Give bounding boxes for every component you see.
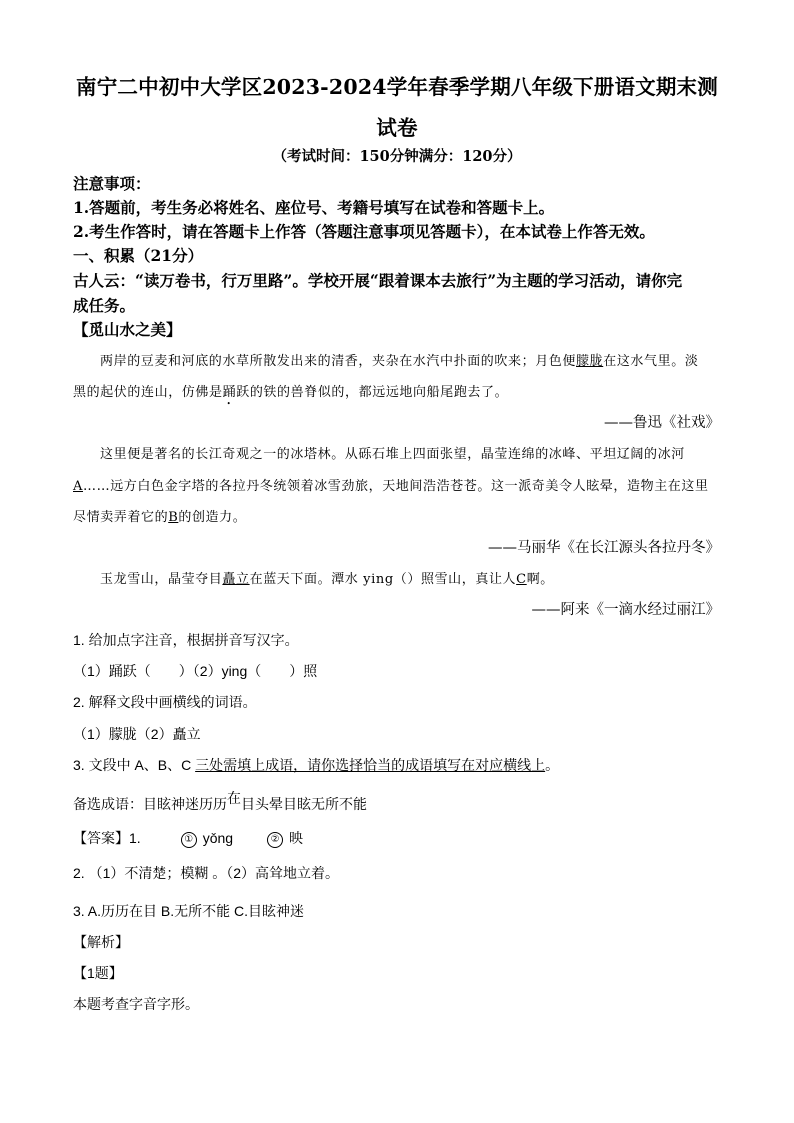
passage1-text: 两岸的豆麦和河底的水草所散发出来的清香，夹杂在水汽中扑面的吹来；月色便 <box>100 354 577 369</box>
section-intro-line2: 成任务。 <box>73 296 136 315</box>
passage3-text: 玉龙雪山，晶莹夺目 <box>100 572 223 587</box>
question-2-items: （1）朦胧（2）矗立 <box>73 726 201 742</box>
passage1-line2 <box>73 381 508 408</box>
notice-item-2: 2.考生作答时，请在答题卡上作答（答题注意事项见答题卡），在本试卷上作答无效。 <box>73 222 655 241</box>
circled-number-1: ① <box>181 832 197 848</box>
question-1-items: （1）踊跃（ ）（2）ying（ ）照 <box>73 663 318 679</box>
passage2-source: ——马丽华《在长江源头各拉丹冬》 <box>488 540 720 556</box>
underlined-word-menglong: 朦胧 <box>576 354 604 369</box>
question-3-text: 3. 文段中 A、B、C <box>73 757 196 773</box>
question-3-text: 。 <box>545 757 560 773</box>
passage2-text: 尽情卖弄着它的 <box>73 510 169 525</box>
answer-2: 2. （1）不清楚；模糊 。（2）高耸地立着。 <box>73 865 340 881</box>
passage1-text: 在这水气里。淡 <box>603 354 699 369</box>
notice-heading: 注意事项： <box>73 174 151 193</box>
answer-3: 3. A.历历在目 B.无所不能 C.目眩神迷 <box>73 903 305 919</box>
blank-b: B <box>168 510 179 525</box>
section-intro-line1: 古人云：“读万卷书，行万里路”。学校开展“跟着课本去旅行”为主题的学习活动，请你完 <box>73 271 683 290</box>
passage3-source: ——阿来《一滴水经过丽江》 <box>531 602 720 618</box>
idiom-options-text: 目头晕目眩无所不能 <box>241 796 367 812</box>
analysis-label: 【解析】 <box>73 934 129 950</box>
circled-number-2: ② <box>267 832 283 848</box>
answer-pinyin: yǒng <box>202 830 234 846</box>
idiom-options-superscript: 在 <box>227 790 241 806</box>
notice-item-1: 1.答题前，考生务必将姓名、座位号、考籍号填写在试卷和答题卡上。 <box>73 198 555 217</box>
passage2-text: ……远方白色金字塔的各拉丹冬统领着冰雪劲旅，天地间浩浩苍苍。这一派奇美令人眩晕，造物主在这里 <box>83 479 709 494</box>
question-1: 1. 给加点字注音，根据拼音写汉字。 <box>73 632 299 648</box>
analysis-question-label: 【1题】 <box>73 965 123 981</box>
idiom-options <box>73 790 367 814</box>
idiom-options-text: 备选成语：目眩神迷历历 <box>73 796 227 812</box>
question-2: 2. 解释文段中画横线的词语。 <box>73 694 257 710</box>
passage2-line2 <box>73 475 709 494</box>
blank-c: C <box>516 572 527 587</box>
passage3-line1 <box>100 568 554 587</box>
passage1-text: 黑的起伏的连山，仿佛是 <box>73 385 223 400</box>
answer-character: 映 <box>289 830 304 846</box>
underlined-word-chuli: 矗立 <box>222 572 250 587</box>
passage1-source: ——鲁迅《社戏》 <box>604 415 720 431</box>
section-subheading: 【觅山水之美】 <box>73 320 182 339</box>
answer-label: 【答案】1. <box>73 830 141 846</box>
passage3-text: 在蓝天下面。潭水 ying（）照雪山，真让人 <box>249 572 517 587</box>
exam-info: （考试时间：150分钟满分：120分） <box>272 148 522 165</box>
passage2-text: 的创造力。 <box>178 510 247 525</box>
question-3-underlined: 三处需填上成语，请你选择恰当的成语填写在对应横线上 <box>195 757 546 773</box>
blank-a: A <box>73 479 83 494</box>
analysis-text: 本题考查字音字形。 <box>73 996 199 1012</box>
answer-1 <box>73 828 303 848</box>
exam-title-line2: 试卷 <box>376 116 418 140</box>
section-heading: 一、积累（21分） <box>73 246 204 265</box>
passage2-line1: 这里便是著名的长江奇观之一的冰塔林。从砾石堆上四面张望，晶莹连绵的冰峰、平坦辽阔的冰河 <box>100 447 685 462</box>
passage1-line1 <box>100 350 698 369</box>
question-3 <box>73 755 559 775</box>
passage1-text: 跃的铁的兽脊似的，都远远地向船尾跑去了。 <box>236 385 509 400</box>
passage3-text: 啊。 <box>526 572 554 587</box>
exam-title-line1: 南宁二中初中大学区2023-2024学年春季学期八年级下册语文期末测 <box>76 75 718 99</box>
dotted-character: 踊 <box>222 385 237 400</box>
passage2-line3 <box>73 506 246 525</box>
